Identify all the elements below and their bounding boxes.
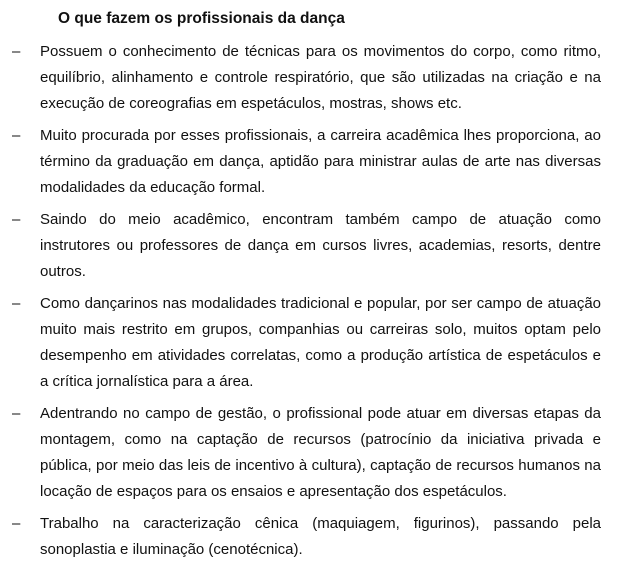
list-item-text: Adentrando no campo de gestão, o profissional pode atuar em diversas etapas da montagem, como na captação de recursos (patrocínio da iniciativa privada e pública, por meio das leis de incentivo à cultura), captação de recursos humanos na locação de espaços para os ensaios e apresentação dos espetáculos. bbox=[40, 405, 601, 500]
dash-bullet-icon: – bbox=[12, 295, 21, 312]
list-item-text: Saindo do meio acadêmico, encontram também campo de atuação como instrutores ou professores de dança em cursos livres, academias, resorts, dentre outros. bbox=[40, 211, 601, 280]
dash-bullet-icon: – bbox=[12, 43, 21, 60]
list-item bbox=[0, 401, 640, 505]
list-item bbox=[0, 511, 640, 563]
dash-bullet-icon: – bbox=[12, 211, 21, 228]
dash-bullet-icon: – bbox=[12, 405, 21, 422]
list-item bbox=[0, 39, 640, 117]
list-item-text: Muito procurada por esses profissionais, a carreira acadêmica lhes proporciona, ao término da graduação em dança, aptidão para ministrar aulas de arte nas diversas modalidades da educação formal. bbox=[40, 127, 601, 196]
list-item-text: Possuem o conhecimento de técnicas para os movimentos do corpo, como ritmo, equilíbrio, alinhamento e controle respiratório, que são utilizadas na criação e na execução de coreografias em espetáculos, mostras, shows etc. bbox=[40, 43, 601, 112]
list-item bbox=[0, 291, 640, 395]
list-item bbox=[0, 207, 640, 285]
dash-bullet-icon: – bbox=[12, 515, 21, 532]
list-item-text: Como dançarinos nas modalidades tradicional e popular, por ser campo de atuação muito mais restrito em grupos, companhias ou carreiras solo, muitos optam pelo desempenho em atividades correlatas, como a produção artística de espetáculos e a crítica jornalística para a área. bbox=[40, 295, 601, 390]
list-item-text: Trabalho na caracterização cênica (maquiagem, figurinos), passando pela sonoplastia e iluminação (cenotécnica). bbox=[40, 515, 601, 558]
list-item bbox=[0, 123, 640, 201]
section-heading: O que fazem os profissionais da dança bbox=[58, 10, 345, 27]
dash-bullet-icon: – bbox=[12, 127, 21, 144]
bullet-list bbox=[0, 39, 640, 569]
